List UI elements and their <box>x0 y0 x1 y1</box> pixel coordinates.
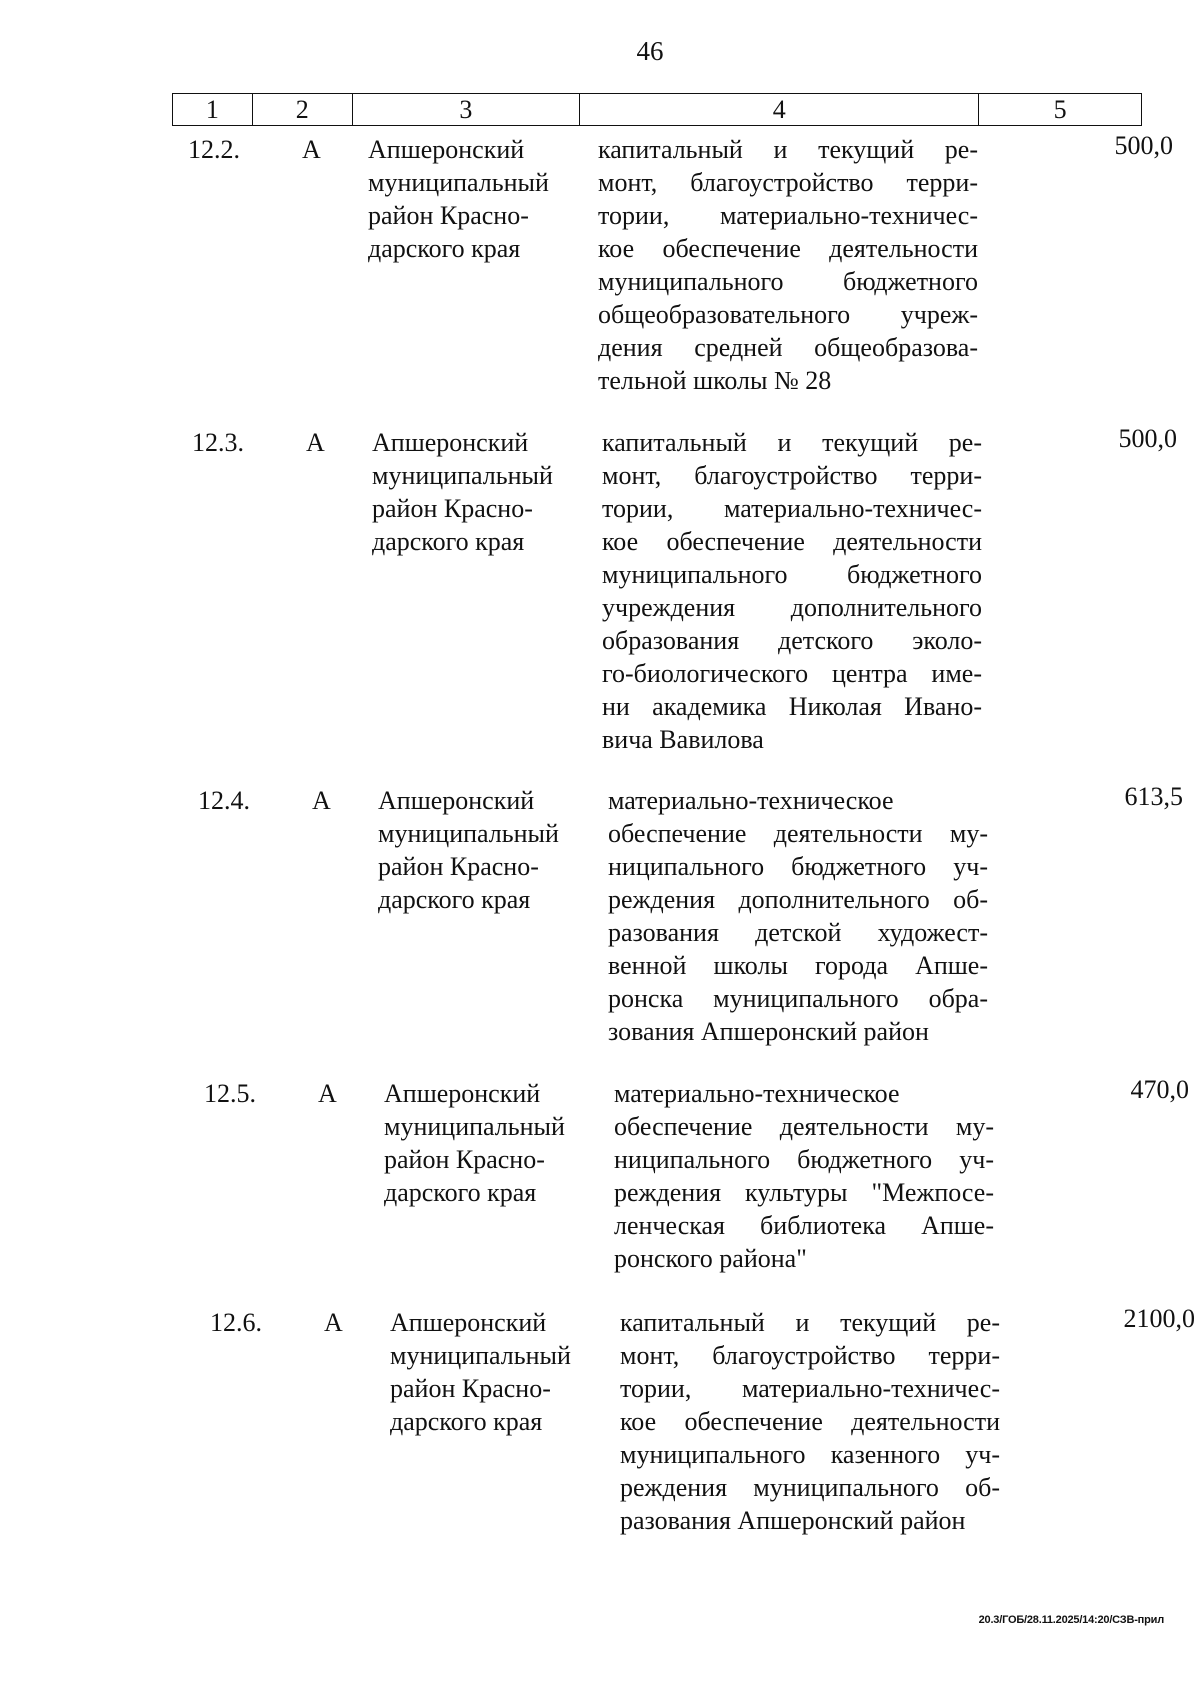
entity-line: дарского края <box>378 885 531 914</box>
row-number: 12.2. <box>188 135 240 164</box>
row-amount: 470,0 <box>1130 1075 1189 1104</box>
description-line: вича Вавилова <box>602 725 764 754</box>
description-line: дения средней общеобразова- <box>598 333 978 362</box>
description-line: разования детской художест- <box>608 918 988 947</box>
entity-line: Апшеронский <box>384 1079 541 1108</box>
description-line: венной школы города Апше- <box>608 951 988 980</box>
description-line: материально-техническое <box>608 786 894 815</box>
row-category: А <box>318 1079 337 1108</box>
description-line: монт, благоустройство терри- <box>598 168 978 197</box>
description-line: учреждения дополнительного <box>602 593 982 622</box>
description-line: зования Апшеронский район <box>608 1017 929 1046</box>
column-header-5: 5 <box>1053 95 1067 124</box>
row-entity <box>378 784 588 916</box>
page-number: 46 <box>636 36 664 66</box>
description-line: го-биологического центра име- <box>602 659 982 688</box>
description-line: общеобразовательного учреж- <box>598 300 978 329</box>
row-number: 12.4. <box>198 786 250 815</box>
description-line: кое обеспечение деятельности <box>602 527 982 556</box>
row-entity <box>390 1306 600 1438</box>
row-category: А <box>302 135 321 164</box>
row-amount: 2100,0 <box>1123 1304 1195 1333</box>
description-line: тории, материально-техничес- <box>602 494 982 523</box>
entity-line: район Красно- <box>384 1145 545 1174</box>
row-entity <box>368 133 578 265</box>
row-description <box>620 1306 1000 1537</box>
description-line: обеспечение деятельности му- <box>608 819 988 848</box>
entity-line: муниципальный <box>372 461 553 490</box>
row-amount: 613,5 <box>1124 782 1183 811</box>
entity-line: муниципальный <box>390 1341 571 1370</box>
column-header-2: 2 <box>253 94 353 125</box>
row-entity <box>384 1077 594 1209</box>
description-line: капитальный и текущий ре- <box>598 135 978 164</box>
description-line: обеспечение деятельности му- <box>614 1112 994 1141</box>
description-line: ронска муниципального обра- <box>608 984 988 1013</box>
entity-line: дарского края <box>390 1407 543 1436</box>
description-line: тории, материально-техничес- <box>598 201 978 230</box>
row-category: А <box>324 1308 343 1337</box>
description-line: ниципального бюджетного уч- <box>608 852 988 881</box>
description-line: ронского района" <box>614 1244 807 1273</box>
row-amount: 500,0 <box>1114 131 1173 160</box>
description-line: капитальный и текущий ре- <box>620 1308 1000 1337</box>
entity-line: Апшеронский <box>372 428 529 457</box>
row-description <box>598 133 978 397</box>
entity-line: муниципальный <box>368 168 549 197</box>
description-line: разования Апшеронский район <box>620 1506 966 1535</box>
description-line: реждения культуры "Межпосе- <box>614 1178 994 1207</box>
row-number: 12.3. <box>192 428 244 457</box>
description-line: реждения дополнительного об- <box>608 885 988 914</box>
entity-line: район Красно- <box>372 494 533 523</box>
description-line: тории, материально-техничес- <box>620 1374 1000 1403</box>
document-footer-code: 20.3/ГОБ/28.11.2025/14:20/СЗВ-прил <box>978 1614 1164 1626</box>
entity-line: район Красно- <box>390 1374 551 1403</box>
description-line: материально-техническое <box>614 1079 900 1108</box>
description-line: монт, благоустройство терри- <box>602 461 982 490</box>
row-description <box>608 784 988 1048</box>
description-line: кое обеспечение деятельности <box>598 234 978 263</box>
description-line: ленческая библиотека Апше- <box>614 1211 994 1240</box>
row-amount: 500,0 <box>1118 424 1177 453</box>
entity-line: муниципальный <box>384 1112 565 1141</box>
description-line: ниципального бюджетного уч- <box>614 1145 994 1174</box>
description-line: муниципального казенного уч- <box>620 1440 1000 1469</box>
column-header-4: 4 <box>580 94 979 125</box>
description-line: монт, благоустройство терри- <box>620 1341 1000 1370</box>
description-line: реждения муниципального об- <box>620 1473 1000 1502</box>
description-line: кое обеспечение деятельности <box>620 1407 1000 1436</box>
entity-line: район Красно- <box>378 852 539 881</box>
row-description <box>614 1077 994 1275</box>
description-line: капитальный и текущий ре- <box>602 428 982 457</box>
description-line: тельной школы № 28 <box>598 366 832 395</box>
description-line: муниципального бюджетного <box>602 560 982 589</box>
entity-line: дарского края <box>372 527 525 556</box>
entity-line: Апшеронский <box>390 1308 547 1337</box>
entity-line: муниципальный <box>378 819 559 848</box>
entity-line: дарского края <box>368 234 521 263</box>
row-entity <box>372 426 582 558</box>
description-line: образования детского эколо- <box>602 626 982 655</box>
column-header-3: 3 <box>353 94 581 125</box>
row-category: А <box>312 786 331 815</box>
row-number: 12.6. <box>210 1308 262 1337</box>
entity-line: район Красно- <box>368 201 529 230</box>
column-header-1: 1 <box>173 94 253 125</box>
entity-line: Апшеронский <box>378 786 535 815</box>
entity-line: дарского края <box>384 1178 537 1207</box>
entity-line: Апшеронский <box>368 135 525 164</box>
row-category: А <box>306 428 325 457</box>
description-line: ни академика Николая Ивано- <box>602 692 982 721</box>
row-number: 12.5. <box>204 1079 256 1108</box>
row-description <box>602 426 982 756</box>
description-line: муниципального бюджетного <box>598 267 978 296</box>
